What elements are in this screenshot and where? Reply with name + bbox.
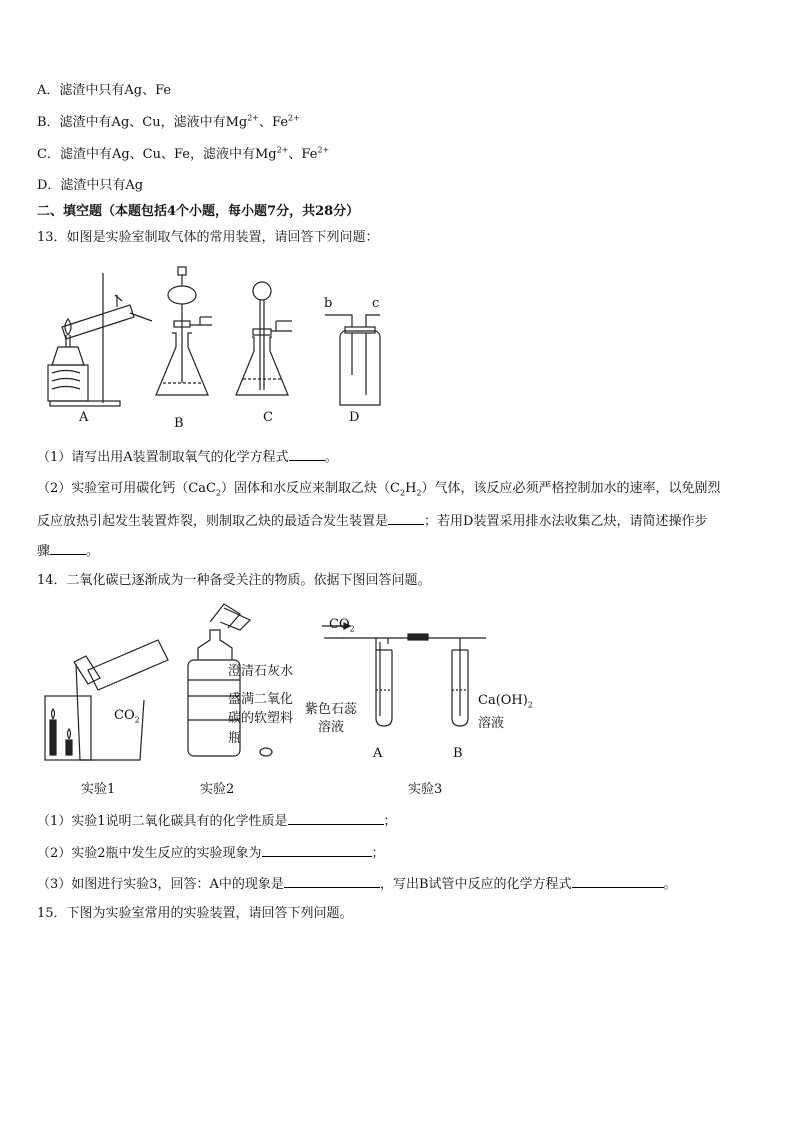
q13-p2-text-a: （2）实验室可用碳化钙（CaC bbox=[37, 481, 216, 496]
caoh-label-2: 溶液 bbox=[478, 716, 505, 731]
mg-charge: 2+ bbox=[276, 145, 289, 155]
co2-label-1 bbox=[114, 708, 140, 723]
answer-blank[interactable] bbox=[572, 874, 664, 888]
tube-label-b: B bbox=[453, 746, 463, 761]
caoh-label-1 bbox=[478, 693, 533, 708]
experiment-1-caption: 实验1 bbox=[81, 782, 116, 797]
q14-part-3 bbox=[37, 874, 677, 894]
q14-p1-end: ； bbox=[383, 814, 397, 829]
q14-p2-text: （2）实验2瓶中发生反应的实验现象为 bbox=[37, 846, 262, 861]
option-b-text: B．滤渣中有Ag、Cu，滤液中有Mg bbox=[37, 115, 248, 130]
subscript: 2 bbox=[134, 715, 140, 725]
tube-b-label: b bbox=[324, 296, 333, 311]
q14-part-2 bbox=[37, 843, 385, 863]
litmus-label-2: 溶液 bbox=[318, 720, 345, 735]
experiment-2-caption: 实验2 bbox=[200, 782, 235, 797]
q14-p3-end: 。 bbox=[663, 877, 677, 892]
q14-p1-text: （1）实验1说明二氧化碳具有的化学性质是 bbox=[37, 814, 288, 829]
tube-label-a: A bbox=[373, 746, 383, 761]
q13-p2-text-e: 反应放热引起发生装置炸裂，则制取乙炔的最适合发生装置是 bbox=[37, 514, 389, 529]
caoh-text: Ca(OH) bbox=[478, 693, 528, 708]
bottle-label-3: 瓶 bbox=[228, 731, 242, 746]
q13-part-1 bbox=[37, 447, 338, 467]
apparatus-figure-13 bbox=[40, 255, 390, 430]
fe-charge: 2+ bbox=[288, 113, 300, 123]
option-a: A．滤渣中只有Ag、Fe bbox=[37, 83, 172, 98]
q13-p2-text-b: ）固体和水反应来制取乙炔（C bbox=[221, 481, 400, 496]
subscript: 2 bbox=[527, 700, 533, 710]
question-15-stem: 15．下图为实验室常用的实验装置，请回答下列问题。 bbox=[37, 906, 353, 921]
q13-p1-end: 。 bbox=[324, 450, 338, 465]
answer-blank[interactable] bbox=[289, 447, 325, 461]
subscript: 2 bbox=[416, 488, 422, 498]
answer-blank[interactable] bbox=[288, 811, 384, 825]
q13-p2-text-c: H bbox=[405, 481, 417, 496]
option-c-text-2: 、Fe bbox=[288, 147, 318, 162]
question-14-stem: 14．二氧化碳已逐渐成为一种备受关注的物质。依据下图回答问题。 bbox=[37, 573, 431, 588]
question-13-stem: 13．如图是实验室制取气体的常用装置，请回答下列问题： bbox=[37, 230, 379, 245]
subscript: 2 bbox=[215, 488, 222, 498]
q13-p2-text-f: ；若用D装置采用排水法收集乙炔，请简述操作步 bbox=[424, 514, 708, 529]
q14-part-1 bbox=[37, 811, 397, 831]
label-b: B bbox=[174, 416, 184, 431]
answer-blank[interactable] bbox=[284, 874, 380, 888]
q14-p3-text-a: （3）如图进行实验3，回答：A中的现象是 bbox=[37, 877, 284, 892]
apparatus-figure-14 bbox=[40, 600, 500, 770]
subscript: 2 bbox=[399, 488, 406, 498]
q14-p2-end: ； bbox=[371, 846, 385, 861]
fe-charge: 2+ bbox=[317, 145, 330, 155]
co2-text: CO bbox=[114, 708, 135, 723]
answer-blank[interactable] bbox=[50, 541, 86, 555]
experiment-3-caption: 实验3 bbox=[408, 782, 443, 797]
co2-arrow-label bbox=[329, 617, 355, 632]
label-c: C bbox=[263, 410, 273, 425]
q13-p1-text: （1）请写出用A装置制取氧气的化学方程式 bbox=[37, 450, 289, 465]
section-heading: 二、填空题（本题包括4个小题，每小题7分，共28分） bbox=[37, 204, 360, 219]
label-a: A bbox=[79, 410, 89, 425]
option-b-text-2: 、Fe bbox=[259, 115, 289, 130]
q13-part-2-line-3 bbox=[37, 541, 99, 561]
q13-p2-text-h: 。 bbox=[86, 544, 100, 559]
mg-charge: 2+ bbox=[247, 113, 260, 123]
tube-c-label: c bbox=[372, 296, 380, 311]
litmus-label-1: 紫色石蕊 bbox=[305, 702, 358, 717]
option-c bbox=[37, 146, 329, 164]
bottle-label-2: 碳的软塑料 bbox=[228, 711, 294, 726]
option-d: D．滤渣中只有Ag bbox=[37, 178, 144, 193]
q14-p3-text-b: ，写出B试管中反应的化学方程式 bbox=[379, 877, 572, 892]
label-d: D bbox=[349, 410, 360, 425]
limewater-label: 澄清石灰水 bbox=[228, 664, 294, 679]
q13-part-2-line-1 bbox=[37, 480, 721, 498]
q13-p2-text-g: 骤 bbox=[37, 544, 51, 559]
option-c-text: C．滤渣中有Ag、Cu、Fe，滤液中有Mg bbox=[37, 147, 277, 162]
option-b bbox=[37, 114, 300, 132]
bottle-label-1: 盛满二氧化 bbox=[228, 692, 294, 707]
q13-p2-text-d: ）气体，该反应必须严格控制加水的速率，以免剧烈 bbox=[421, 481, 721, 496]
subscript: 2 bbox=[349, 624, 355, 634]
answer-blank[interactable] bbox=[262, 843, 372, 857]
answer-blank[interactable] bbox=[388, 511, 424, 525]
co2-text: CO bbox=[329, 617, 350, 632]
q13-part-2-line-2 bbox=[37, 511, 707, 531]
